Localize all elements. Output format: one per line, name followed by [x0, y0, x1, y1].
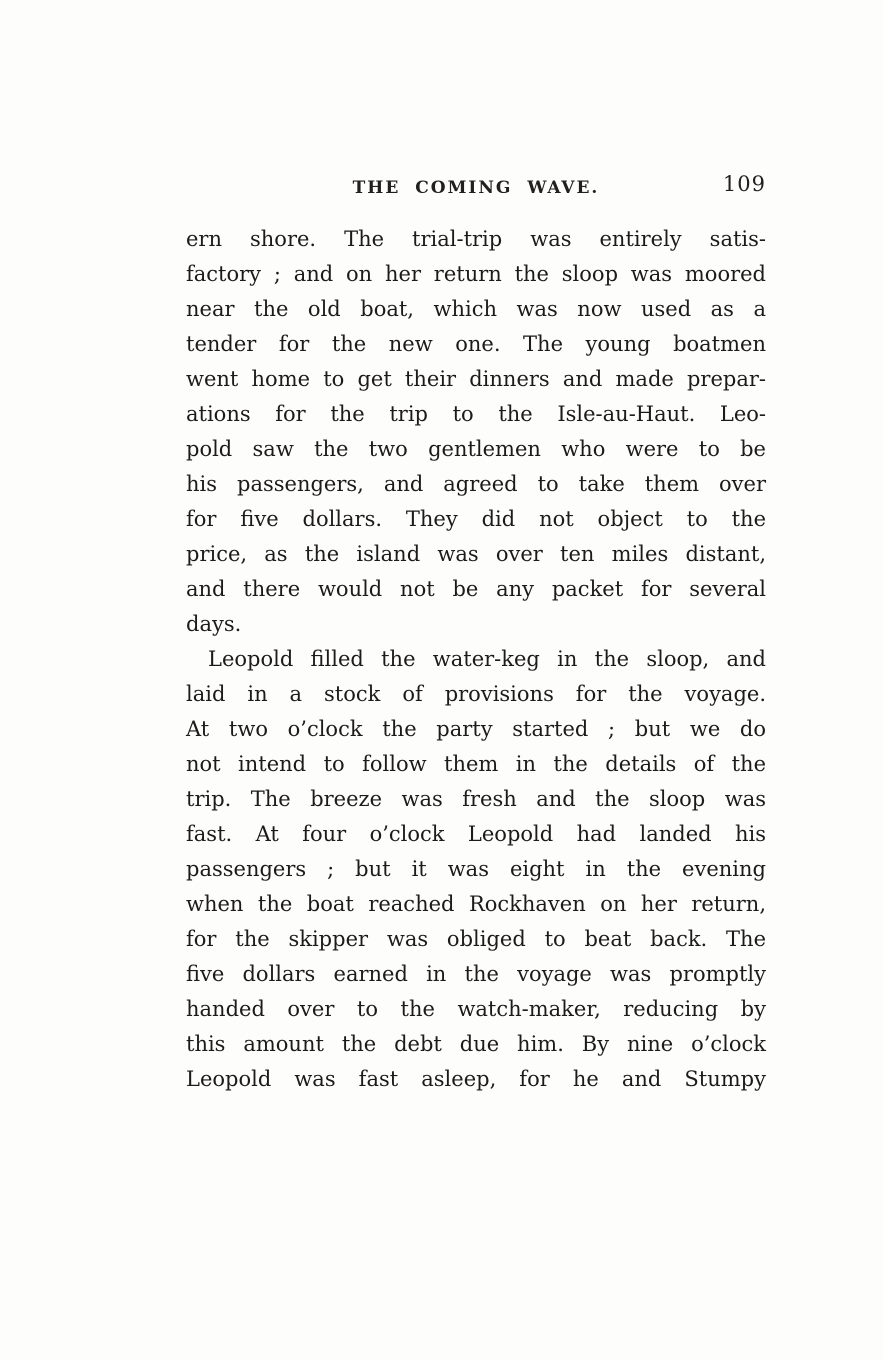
text-line: ern shore. The trial-trip was entirely satis-: [186, 227, 766, 251]
running-title: THE COMING WAVE.: [352, 178, 600, 198]
text-line: Leopold filled the water-keg in the sloop, and: [208, 647, 766, 671]
text-line: his passengers, and agreed to take them over: [186, 472, 766, 496]
text-line: ations for the trip to the Isle-au-Haut. Leo-: [186, 402, 766, 426]
text-line: this amount the debt due him. By nine o’clock: [186, 1032, 766, 1056]
text-line: and there would not be any packet for several: [186, 577, 766, 601]
text-line: Leopold was fast asleep, for he and Stumpy: [186, 1067, 766, 1091]
text-line: for the skipper was obliged to beat back. The: [186, 927, 766, 951]
text-line: not intend to follow them in the details of the: [186, 752, 766, 776]
text-line: when the boat reached Rockhaven on her return,: [186, 892, 766, 916]
paragraph: [186, 642, 766, 1097]
text-line: went home to get their dinners and made prepar-: [186, 367, 766, 391]
text-line: passengers ; but it was eight in the evening: [186, 857, 766, 881]
text-line: factory ; and on her return the sloop was moored: [186, 262, 766, 286]
text-line: handed over to the watch-maker, reducing by: [186, 997, 766, 1021]
text-line: near the old boat, which was now used as a: [186, 297, 766, 321]
running-head: [186, 170, 766, 210]
text-line: pold saw the two gentlemen who were to be: [186, 437, 766, 461]
text-line: trip. The breeze was fresh and the sloop was: [186, 787, 766, 811]
text-line: laid in a stock of provisions for the voyage.: [186, 682, 766, 706]
paragraph: [186, 222, 766, 642]
text-line: fast. At four o’clock Leopold had landed his: [186, 822, 766, 846]
text-line: price, as the island was over ten miles distant,: [186, 542, 766, 566]
text-line: five dollars earned in the voyage was promptly: [186, 962, 766, 986]
text-line: days.: [186, 612, 242, 636]
text-line: tender for the new one. The young boatmen: [186, 332, 766, 356]
page-number: 109: [722, 172, 766, 196]
body-text: [186, 222, 766, 1097]
text-line: At two o’clock the party started ; but we do: [186, 717, 766, 741]
text-line: for five dollars. They did not object to the: [186, 507, 766, 531]
text-block: [186, 170, 766, 1097]
